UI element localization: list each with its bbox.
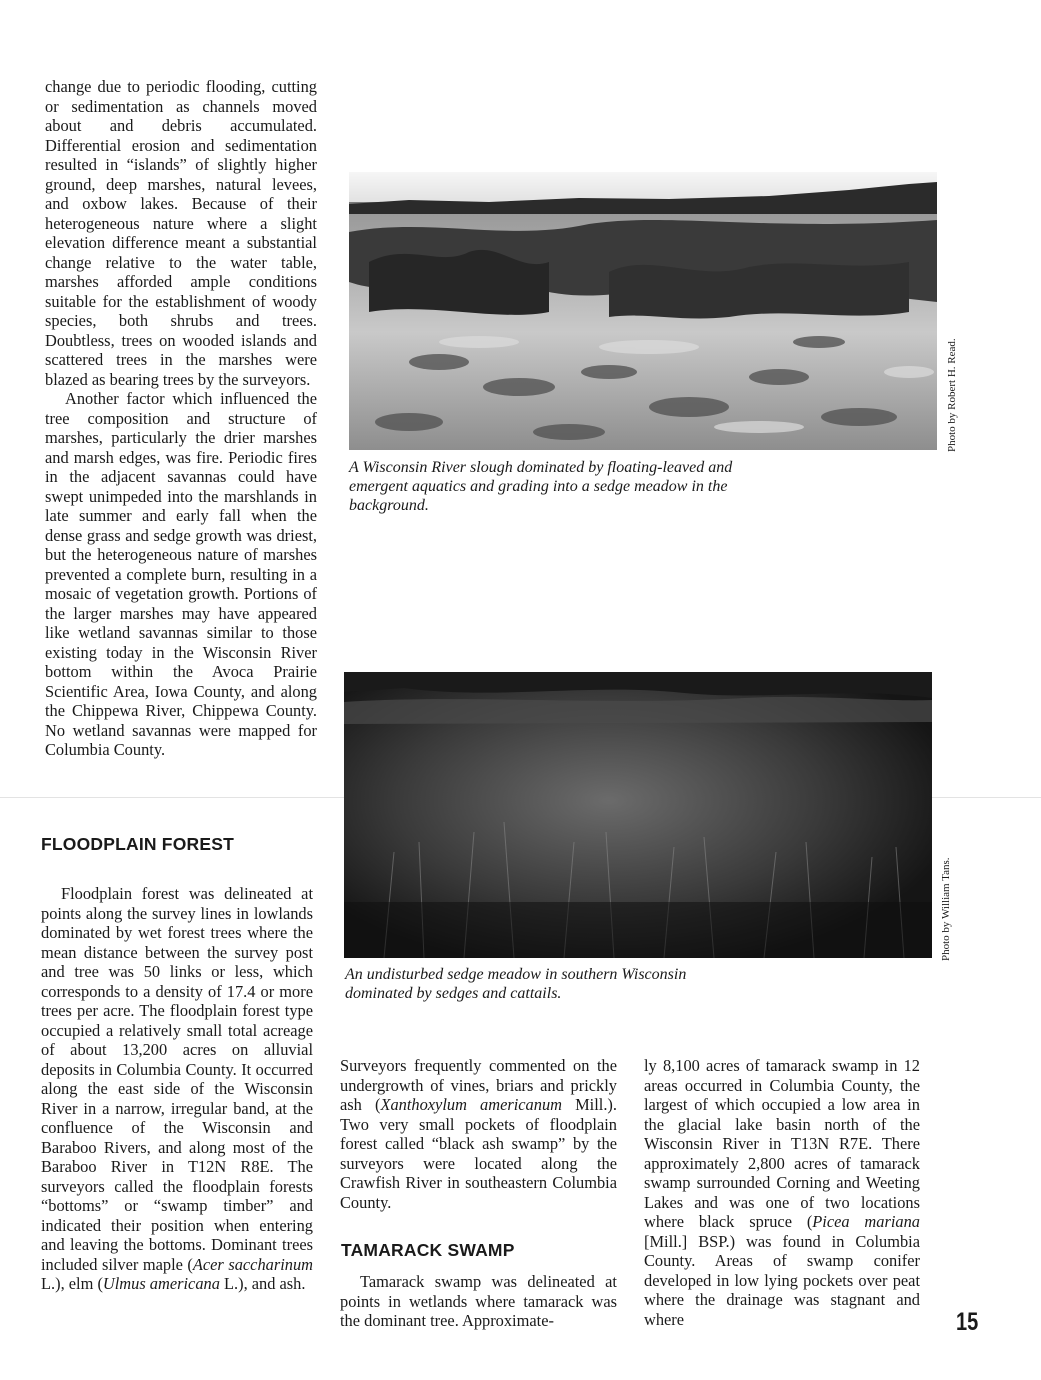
- marsh-paragraph-2: Another factor which influenced the tree composition and structure of marshes, particularly the drier marshes and marsh edges, was fire. Periodic fires in the adjacent savannas could have swept unimpeded into the marshlands in late summer and early fall when the dense grass and sedge growth was driest, but the heterogeneous nature of marshes prevented a complete burn, resulting in a mosaic of vegetation growth. Portions of the larger marshes may have appeared like wetland savannas similar to those existing today in the Wisconsin River bottom within the Avoca Prairie Scientific Area, Iowa County, and along the Chippewa River, Chippewa County. No wetland savannas were mapped for Columbia County.: [45, 389, 317, 759]
- undergrowth-paragraph: [340, 1056, 617, 1212]
- middle-column: [340, 1056, 617, 1212]
- slough-photo-image: [349, 172, 937, 450]
- marsh-paragraph-1: change due to periodic flooding, cutting or sedimentation as channels moved about and debris accumulated. Differential erosion and sedimentation resulted in “islands” of slightly higher ground, deep marshes, natural levees, and oxbow lakes. Because of their heterogeneous nature where a slight elevation difference meant a substantial change relative to the water table, marshes afforded ample conditions suitable for the establishment of woody species, both shrubs and trees. Doubtless, trees on wooded islands and scattered trees in the marshes were blazed as bearing trees by the surveyors.: [45, 77, 317, 389]
- undergrowth-text-a: Surveyors frequently commented on the undergrowth of vines, briars and prickly ash (: [340, 1056, 617, 1114]
- floodplain-forest-heading: FLOODPLAIN FOREST: [41, 834, 234, 854]
- bottom-photo-credit: Photo by William Tans.: [940, 857, 952, 961]
- sedge-meadow-photo: [344, 672, 932, 958]
- tamarack-paragraph-start: Tamarack swamp was delineated at points in wetlands where tamarack was the dominant tree. Approximate-: [340, 1272, 617, 1330]
- right-column: [644, 1056, 920, 1329]
- species-picea: Picea mariana: [812, 1212, 920, 1231]
- wisconsin-river-slough-photo: [349, 172, 937, 450]
- tamarack-text-a: ly 8,100 acres of tamarack swamp in 12 areas occurred in Columbia County, the largest of which occupied a low area in the glacial lake basin north of the Wisconsin River in T13N R7E. There approximately 2,800 acres of tamarack swamp surrounded Corning and Weeting Lakes and was one of two locations where black spruce (: [644, 1056, 920, 1231]
- bottom-photo-caption: An undisturbed sedge meadow in southern Wisconsin dominated by sedges and cattails.: [345, 966, 687, 1002]
- tamarack-paragraph-continued: [644, 1056, 920, 1329]
- species-xanthoxylum: Xanthoxylum americanum: [380, 1095, 562, 1114]
- floodplain-forest-column: [41, 884, 313, 1294]
- undergrowth-text-c: Mill.). Two very small pockets of floodplain forest called “black ash swamp” by the surveyors were located along the Crawfish River in southeastern Columbia County.: [340, 1095, 617, 1212]
- page-number: 15: [956, 1308, 979, 1336]
- top-photo-credit: Photo by Robert H. Read.: [946, 338, 958, 452]
- species-acer: Acer saccharinum: [192, 1254, 313, 1274]
- floodplain-paragraph: [41, 884, 313, 1294]
- sedge-meadow-image: [344, 672, 932, 958]
- left-column-top: [45, 77, 317, 760]
- tamarack-text-c: [Mill.] BSP.) was found in Columbia County. Areas of swamp conifer developed in low lying pockets over peat where the drainage was stagnant and where: [644, 1231, 920, 1329]
- species-ulmus: Ulmus americana: [102, 1274, 220, 1293]
- tamarack-column-start: [340, 1272, 617, 1331]
- top-photo-caption: A Wisconsin River slough dominated by floating-leaved and emergent aquatics and grading into a sedge meadow in the background.: [349, 459, 733, 514]
- floodplain-text-c: L.), elm (: [41, 1274, 103, 1293]
- tamarack-swamp-heading: TAMARACK SWAMP: [341, 1240, 515, 1260]
- floodplain-text-a: Floodplain forest was delineated at points along the survey lines in lowlands dominated by wet forest trees where the mean distance between the survey post and tree was 50 links or less, which corresponds to a density of 17.4 or more trees per acre. The floodplain forest type occupied a relatively small total acreage of about 13,200 acres on alluvial deposits in Columbia County. It occurred along the east side of the Wisconsin River in a narrow, irregular band, at the confluence of the Wisconsin and Baraboo Rivers, and along most of the Baraboo River in T12N R8E. The surveyors called the floodplain forests “bottoms” or “swamp timber” and indicated their position when entering and leaving the bottoms. Dominant trees included silver maple (: [41, 884, 313, 1274]
- floodplain-text-e: L.), and ash.: [219, 1274, 306, 1293]
